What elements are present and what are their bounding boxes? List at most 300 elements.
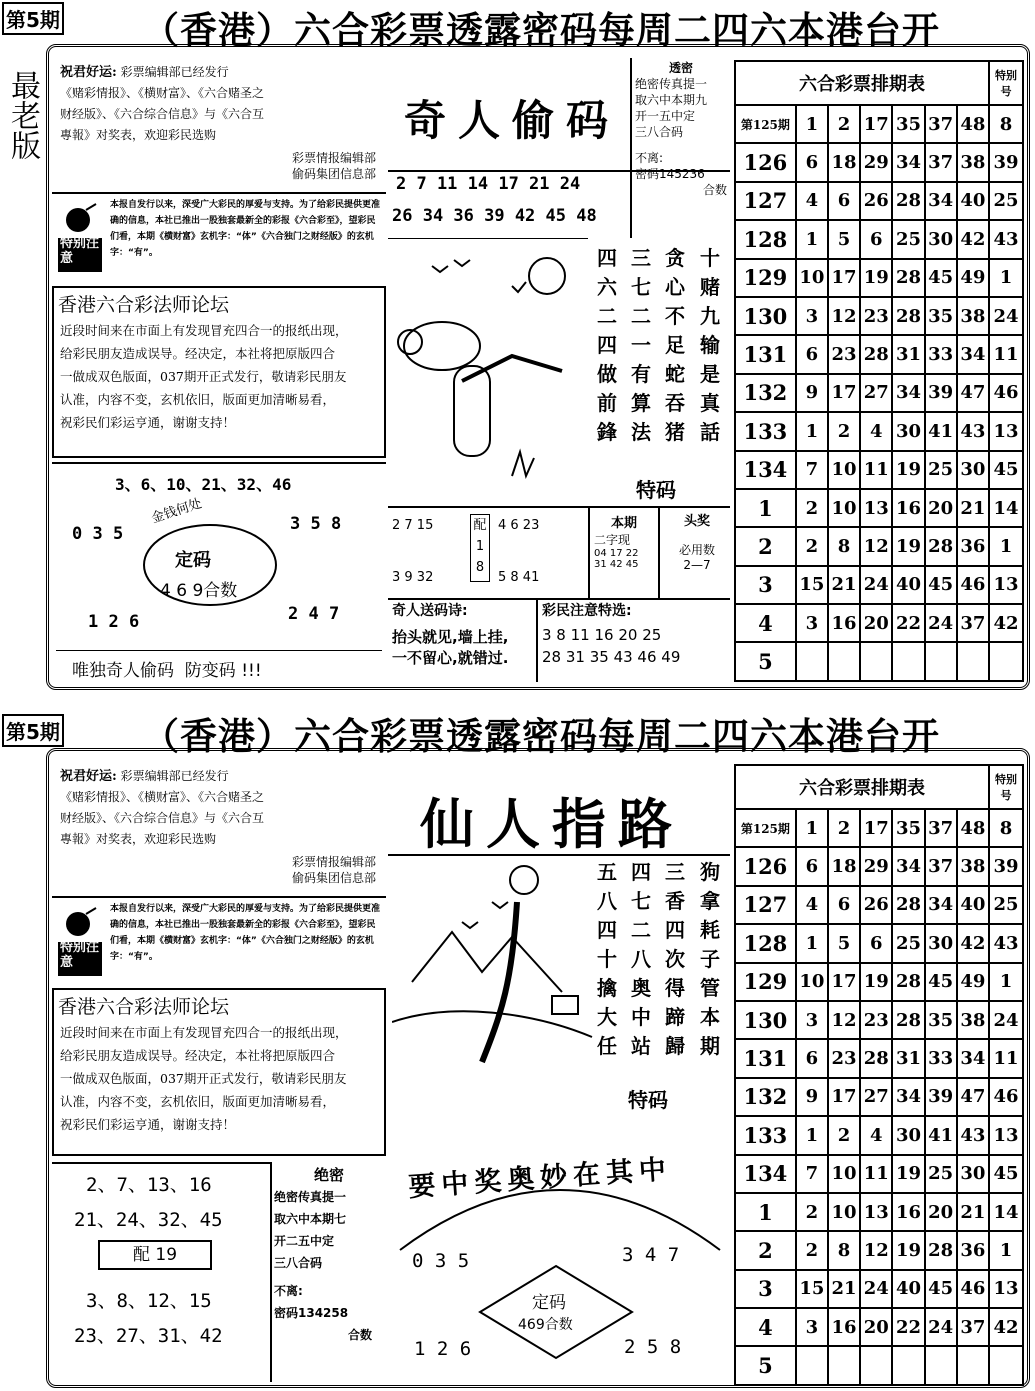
schedule-number: 43 — [957, 412, 989, 450]
schedule-row — [735, 259, 1023, 297]
greeting-line: 專報》对奖表，欢迎彩民选购 — [60, 128, 217, 142]
schedule-number: 28 — [860, 335, 892, 373]
diamond-left-top: 0 3 5 — [412, 1250, 470, 1272]
schedule-number: 20 — [860, 1308, 892, 1346]
schedule-number: 3 — [796, 604, 828, 642]
schedule-number: 39 — [925, 1078, 957, 1116]
schedule-number: 6 — [860, 220, 892, 258]
schedule-number — [828, 642, 860, 680]
schedule-row — [735, 527, 1023, 565]
schedule-number — [796, 642, 828, 680]
ring-center-numbers: 4 6 9合数 — [160, 581, 238, 601]
schedule-row — [735, 886, 1023, 924]
schedule-number: 30 — [925, 220, 957, 258]
schedule-number: 17 — [860, 809, 892, 847]
schedule-period: 4 — [735, 1308, 796, 1346]
schedule-period: 126 — [735, 847, 796, 885]
schedule-number: 20 — [925, 489, 957, 527]
diamond-center-title: 定码 — [532, 1293, 566, 1313]
schedule-row — [735, 1078, 1023, 1116]
headline: （香港）六合彩票透露密码每周二四六本港台开 — [142, 8, 940, 52]
schedule-number: 2 — [796, 527, 828, 565]
schedule-number — [925, 1346, 957, 1384]
greeting-title: 祝君好运: — [60, 769, 117, 784]
schedule-number: 21 — [828, 566, 860, 604]
ring-slogan: 唯独奇人偷码 防变码 !!! — [72, 661, 262, 681]
schedule-special-number: 46 — [989, 1078, 1023, 1116]
greeting-signature-2: 偷码集团信息部 — [291, 871, 376, 885]
schedule-period: 1 — [735, 489, 796, 527]
schedule-number: 18 — [828, 847, 860, 885]
poem-tail: 特码 — [628, 1088, 668, 1112]
ring-center-title: 定码 — [175, 550, 211, 571]
schedule-row — [735, 451, 1023, 489]
poem-column: 五 八 四 十 擒 大 任 — [597, 860, 617, 1058]
schedule-number: 27 — [860, 1078, 892, 1116]
schedule-number: 8 — [828, 1231, 860, 1269]
schedule-number: 6 — [796, 1039, 828, 1077]
greeting-title: 祝君好运: — [60, 65, 117, 80]
schedule-number: 45 — [925, 566, 957, 604]
schedule-number: 35 — [892, 809, 924, 847]
poem-column: 四 六 二 四 做 前 鋒 — [597, 246, 617, 444]
schedule-period: 127 — [735, 182, 796, 220]
forum-line: 一做成双色版面，037期开正式发行，敬请彩民朋友 — [60, 1071, 347, 1086]
number-list-box — [52, 1162, 272, 1382]
schedule-title: 六合彩票排期表 — [735, 765, 989, 809]
schedule-number: 5 — [828, 924, 860, 962]
schedule-number: 9 — [796, 1078, 828, 1116]
schedule-number: 41 — [925, 412, 957, 450]
schedule-number: 28 — [925, 1231, 957, 1269]
schedule-row — [735, 1193, 1023, 1231]
schedule-row — [735, 604, 1023, 642]
schedule-number: 3 — [796, 1001, 828, 1039]
schedule-special-number: 24 — [989, 1001, 1023, 1039]
main-title: 奇人偷码 — [404, 96, 621, 145]
greeting-box — [52, 762, 386, 894]
schedule-number: 37 — [925, 105, 957, 143]
schedule-number: 29 — [860, 143, 892, 181]
send-poem-title: 奇人送码诗: — [392, 603, 468, 619]
jackpot-title: 头奖 — [683, 514, 710, 529]
schedule-number: 19 — [892, 527, 924, 565]
schedule-number: 30 — [957, 1155, 989, 1193]
reveal-line: 不离: — [635, 151, 664, 165]
schedule-number: 24 — [925, 1308, 957, 1346]
schedule-number: 4 — [796, 182, 828, 220]
secret-line: 绝密传真提一 — [274, 1190, 347, 1204]
schedule-special-number: 8 — [989, 105, 1023, 143]
greeting-signature-2: 偷码集团信息部 — [291, 167, 376, 181]
ring-bottom-right: 2 4 7 — [288, 604, 340, 624]
schedule-special-number: 1 — [989, 963, 1023, 1001]
schedule-special-number: 25 — [989, 886, 1023, 924]
schedule-row — [735, 182, 1023, 220]
schedule-number: 19 — [860, 963, 892, 1001]
greeting-line: 彩票编辑部已经发行 — [120, 65, 229, 79]
schedule-number: 23 — [828, 1039, 860, 1077]
schedule-row — [735, 412, 1023, 450]
forum-line: 给彩民朋友造成误导。经决定，本社将把原版四合 — [60, 346, 336, 361]
attention-line: 3 8 11 16 20 25 — [542, 626, 662, 644]
poem-column: 狗 拿 耗 子 管 本 期 — [700, 860, 720, 1058]
schedule-number: 10 — [828, 451, 860, 489]
schedule-number: 13 — [860, 1193, 892, 1231]
reveal-line: 密码145236 — [635, 167, 705, 181]
schedule-row — [735, 566, 1023, 604]
schedule-number: 34 — [892, 847, 924, 885]
forum-line: 祝彩民们彩运亨通，谢谢支持！ — [60, 1117, 236, 1132]
notice-badge: 特别注意 — [60, 236, 100, 266]
reveal-title: 透密 — [668, 61, 693, 75]
greeting-line: 專報》对奖表，欢迎彩民选购 — [60, 832, 217, 846]
schedule-number: 47 — [957, 1078, 989, 1116]
schedule-row — [735, 1346, 1023, 1384]
schedule-number: 33 — [925, 1039, 957, 1077]
schedule-row — [735, 335, 1023, 373]
schedule-special-number: 25 — [989, 182, 1023, 220]
notice-badge: 特别注意 — [60, 940, 100, 970]
schedule-number: 28 — [892, 886, 924, 924]
schedule-period: 133 — [735, 1116, 796, 1154]
schedule-number: 42 — [957, 924, 989, 962]
schedule-period: 129 — [735, 259, 796, 297]
schedule-number: 15 — [796, 566, 828, 604]
forum-line: 祝彩民们彩运亨通，谢谢支持！ — [60, 415, 236, 430]
schedule-number: 6 — [796, 335, 828, 373]
schedule-special-number: 45 — [989, 451, 1023, 489]
schedule-number: 12 — [860, 1231, 892, 1269]
schedule-number: 16 — [892, 1193, 924, 1231]
schedule-number: 28 — [892, 259, 924, 297]
schedule-number: 23 — [828, 335, 860, 373]
forum-line: 近段时间来在市面上有发现冒充四合一的报纸出现， — [60, 323, 348, 338]
schedule-number: 42 — [957, 220, 989, 258]
schedule-special-number: 45 — [989, 1155, 1023, 1193]
schedule-number: 17 — [828, 259, 860, 297]
forum-line: 给彩民朋友造成误导。经决定，本社将把原版四合 — [60, 1048, 336, 1063]
schedule-number: 49 — [957, 259, 989, 297]
schedule-number: 45 — [925, 1270, 957, 1308]
schedule-period: 126 — [735, 143, 796, 181]
current-sub: 二字现 — [594, 533, 631, 547]
schedule-number: 36 — [957, 527, 989, 565]
greeting-line: 财经版》、《六合综合信息》与《六合互 — [60, 107, 265, 121]
schedule-number: 19 — [892, 1231, 924, 1269]
forum-line: 一做成双色版面，037期开正式发行，敬请彩民朋友 — [60, 369, 347, 384]
notice-box — [52, 896, 386, 982]
schedule-number: 26 — [860, 182, 892, 220]
landscape-illustration — [392, 862, 598, 1082]
schedule-number: 34 — [925, 886, 957, 924]
poem-column: 三 香 四 次 得 蹄 歸 — [665, 860, 685, 1058]
schedule-number: 38 — [957, 297, 989, 335]
poem-tail: 特码 — [636, 478, 676, 502]
schedule-number: 30 — [957, 451, 989, 489]
forum-line: 认准，内容不变，玄机依旧，版面更加清晰易看， — [60, 1094, 336, 1109]
issue-label: 第5期 — [2, 2, 64, 35]
poem-column: 贪 心 不 足 蛇 吞 猪 — [665, 246, 685, 444]
schedule-number: 6 — [828, 886, 860, 924]
schedule-special-number: 14 — [989, 1193, 1023, 1231]
schedule-title: 六合彩票排期表 — [735, 61, 989, 105]
schedule-number: 24 — [925, 604, 957, 642]
pei-value: 8 — [475, 560, 485, 575]
pei-box — [470, 514, 490, 582]
schedule-number: 30 — [892, 412, 924, 450]
schedule-row — [735, 642, 1023, 680]
schedule-number: 17 — [828, 1078, 860, 1116]
jackpot-box — [664, 510, 730, 572]
schedule-number: 22 — [892, 1308, 924, 1346]
schedule-number: 1 — [796, 412, 828, 450]
send-poem-line: 一不留心,就错过. — [392, 649, 509, 667]
schedule-number: 25 — [925, 1155, 957, 1193]
schedule-row — [735, 374, 1023, 412]
ring-right-numbers: 3 5 8 — [290, 514, 342, 534]
notice-box — [52, 192, 386, 278]
schedule-special-number: 39 — [989, 143, 1023, 181]
schedule-number: 30 — [892, 1116, 924, 1154]
schedule-number: 25 — [925, 451, 957, 489]
send-poem — [392, 600, 508, 668]
greeting-line: 《赌彩情报》、《横财富》、《六合赌圣之 — [60, 86, 265, 100]
schedule-number: 16 — [828, 604, 860, 642]
pei-value: 1 — [475, 539, 485, 554]
schedule-number: 2 — [828, 1116, 860, 1154]
schedule-period: 5 — [735, 642, 796, 680]
diamond-right-bottom: 2 5 8 — [624, 1336, 682, 1358]
pei-box: 配 19 — [98, 1240, 212, 1270]
schedule-number: 2 — [828, 809, 860, 847]
schedule-special-number: 11 — [989, 335, 1023, 373]
schedule-period: 128 — [735, 220, 796, 258]
attention-line: 28 31 35 43 46 49 — [542, 648, 681, 666]
schedule-period: 2 — [735, 527, 796, 565]
schedule-special-number: 24 — [989, 297, 1023, 335]
schedule-special-number — [989, 1346, 1023, 1384]
schedule-period: 3 — [735, 1270, 796, 1308]
schedule-number: 10 — [828, 1193, 860, 1231]
schedule-special-number: 46 — [989, 374, 1023, 412]
schedule-special-number: 14 — [989, 489, 1023, 527]
schedule-number: 36 — [957, 1231, 989, 1269]
schedule-number: 11 — [860, 451, 892, 489]
current-nums: 31 42 45 — [594, 559, 639, 570]
schedule-number: 47 — [957, 374, 989, 412]
schedule-row — [735, 809, 1023, 847]
schedule-number: 35 — [892, 105, 924, 143]
current-box — [588, 508, 660, 598]
schedule-number: 28 — [892, 182, 924, 220]
forum-title: 香港六合彩法师论坛 — [58, 996, 230, 1018]
arc-slogan: 要中奖奥妙在其中 — [407, 1153, 673, 1204]
schedule-period: 134 — [735, 1155, 796, 1193]
schedule-number: 21 — [828, 1270, 860, 1308]
schedule-number: 34 — [892, 374, 924, 412]
schedule-special-number: 43 — [989, 924, 1023, 962]
schedule-period: 131 — [735, 1039, 796, 1077]
schedule-table — [734, 60, 1024, 682]
ring-top-numbers: 3、6、10、21、32、46 — [115, 475, 292, 494]
schedule-row — [735, 1270, 1023, 1308]
poem-column: 三 七 二 一 有 算 法 — [631, 246, 651, 444]
schedule-row — [735, 143, 1023, 181]
schedule-number: 30 — [925, 924, 957, 962]
schedule-number: 25 — [892, 924, 924, 962]
schedule-number: 13 — [860, 489, 892, 527]
diamond-center-numbers: 469合数 — [518, 1317, 573, 1333]
schedule-number: 35 — [925, 1001, 957, 1039]
schedule-number: 37 — [957, 604, 989, 642]
schedule-number: 26 — [860, 886, 892, 924]
schedule-special-number: 39 — [989, 847, 1023, 885]
schedule-number: 18 — [828, 143, 860, 181]
schedule-number: 31 — [892, 335, 924, 373]
schedule-period: 2 — [735, 1231, 796, 1269]
jackpot-sub: 必用数 — [678, 543, 715, 557]
current-nums: 04 17 22 — [594, 548, 639, 559]
schedule-table — [734, 764, 1024, 1386]
schedule-number: 34 — [925, 182, 957, 220]
schedule-number: 1 — [796, 924, 828, 962]
schedule-number: 20 — [925, 1193, 957, 1231]
schedule-number: 4 — [796, 886, 828, 924]
forum-box — [52, 286, 386, 458]
reveal-line: 开一五中定 — [635, 109, 696, 123]
schedule-number: 28 — [892, 297, 924, 335]
forum-box — [52, 988, 386, 1156]
schedule-number: 1 — [796, 105, 828, 143]
schedule-number: 15 — [796, 1270, 828, 1308]
schedule-period: 131 — [735, 335, 796, 373]
schedule-number: 6 — [796, 143, 828, 181]
secret-line: 开二五中定 — [274, 1234, 335, 1248]
schedule-number — [892, 642, 924, 680]
schedule-row — [735, 1039, 1023, 1077]
schedule-number: 38 — [957, 847, 989, 885]
pei-left-1: 2 7 15 — [392, 518, 434, 533]
diamond-left-bottom: 1 2 6 — [414, 1338, 472, 1360]
send-poem-line: 抬头就见,墙上挂, — [392, 628, 509, 646]
schedule-number: 38 — [957, 143, 989, 181]
schedule-special-number: 13 — [989, 1116, 1023, 1154]
schedule-number — [828, 1346, 860, 1384]
code-row-2: 26 34 36 39 42 45 48 — [392, 206, 597, 226]
schedule-number: 19 — [860, 259, 892, 297]
schedule-number: 37 — [925, 847, 957, 885]
schedule-row — [735, 1001, 1023, 1039]
schedule-row — [735, 963, 1023, 1001]
schedule-number: 48 — [957, 105, 989, 143]
secret-line: 取六中本期七 — [274, 1212, 347, 1226]
attention-block — [542, 600, 680, 666]
schedule-number — [892, 1346, 924, 1384]
schedule-number: 41 — [925, 1116, 957, 1154]
pei-left-2: 3 9 32 — [392, 570, 434, 585]
schedule-special-number: 1 — [989, 1231, 1023, 1269]
schedule-number: 21 — [957, 1193, 989, 1231]
reveal-box — [630, 58, 730, 238]
secret-box — [274, 1164, 384, 1346]
schedule-number: 34 — [957, 1039, 989, 1077]
ring-left-numbers: 0 3 5 — [72, 524, 124, 544]
schedule-number: 4 — [860, 1116, 892, 1154]
schedule-special-number: 1 — [989, 527, 1023, 565]
schedule-number: 2 — [828, 412, 860, 450]
schedule-special-number: 11 — [989, 1039, 1023, 1077]
schedule-number: 25 — [892, 220, 924, 258]
schedule-number: 9 — [796, 374, 828, 412]
schedule-row — [735, 220, 1023, 258]
diamond-right-top: 3 4 7 — [622, 1244, 680, 1266]
schedule-period: 132 — [735, 374, 796, 412]
reveal-line: 取六中本期九 — [635, 93, 708, 107]
issue-label: 第5期 — [2, 714, 64, 747]
pei-label: 配 — [473, 518, 487, 533]
schedule-number: 34 — [892, 143, 924, 181]
schedule-number: 4 — [860, 412, 892, 450]
schedule-number: 31 — [892, 1039, 924, 1077]
schedule-number: 6 — [796, 847, 828, 885]
current-title: 本期 — [610, 516, 637, 531]
schedule-special-number: 13 — [989, 566, 1023, 604]
schedule-number: 28 — [892, 1001, 924, 1039]
schedule-number: 24 — [860, 1270, 892, 1308]
schedule-number: 3 — [796, 297, 828, 335]
reveal-line: 绝密传真提一 — [635, 77, 708, 91]
schedule-number: 10 — [796, 963, 828, 1001]
schedule-number: 17 — [828, 963, 860, 1001]
schedule-number: 17 — [860, 105, 892, 143]
forum-line: 认准，内容不变，玄机依旧，版面更加清晰易看， — [60, 392, 336, 407]
schedule-number: 27 — [860, 374, 892, 412]
schedule-special-number: 43 — [989, 220, 1023, 258]
schedule-number — [860, 1346, 892, 1384]
notice-text: 本报自发行以来，深受广大彩民的厚爱与支持。为了给彩民提供更准确的信息，本社已推出一股独套最新全的彩报《六合彩至》，望彩民们看，本期《横财富》玄机字：“体”《六合独门之财经版》的玄机字：“有”。 — [110, 904, 381, 962]
number-line: 21、24、32、45 — [74, 1209, 223, 1231]
headline: （香港）六合彩票透露密码每周二四六本港台开 — [142, 714, 940, 758]
schedule-row — [735, 1308, 1023, 1346]
schedule-number: 40 — [892, 566, 924, 604]
schedule-number: 20 — [860, 604, 892, 642]
schedule-number: 39 — [925, 374, 957, 412]
schedule-number: 6 — [860, 924, 892, 962]
schedule-number: 46 — [957, 566, 989, 604]
schedule-number: 19 — [892, 1155, 924, 1193]
schedule-number: 12 — [828, 297, 860, 335]
schedule-number: 34 — [957, 335, 989, 373]
schedule-number: 12 — [828, 1001, 860, 1039]
schedule-number — [957, 642, 989, 680]
schedule-number: 1 — [796, 1116, 828, 1154]
ring-arc-text: 金钱何处 — [149, 496, 204, 527]
schedule-row — [735, 489, 1023, 527]
schedule-special-number: 42 — [989, 1308, 1023, 1346]
schedule-period: 第125期 — [735, 809, 796, 847]
schedule-special-number: 13 — [989, 412, 1023, 450]
schedule-number: 28 — [925, 527, 957, 565]
schedule-number: 2 — [796, 489, 828, 527]
schedule-number: 37 — [925, 809, 957, 847]
reveal-line: 三八合码 — [635, 125, 684, 139]
schedule-number: 23 — [860, 297, 892, 335]
schedule-special-number: 8 — [989, 809, 1023, 847]
schedule-number: 21 — [957, 489, 989, 527]
greeting-signature-1: 彩票情报编辑部 — [291, 855, 376, 869]
schedule-number: 1 — [796, 220, 828, 258]
